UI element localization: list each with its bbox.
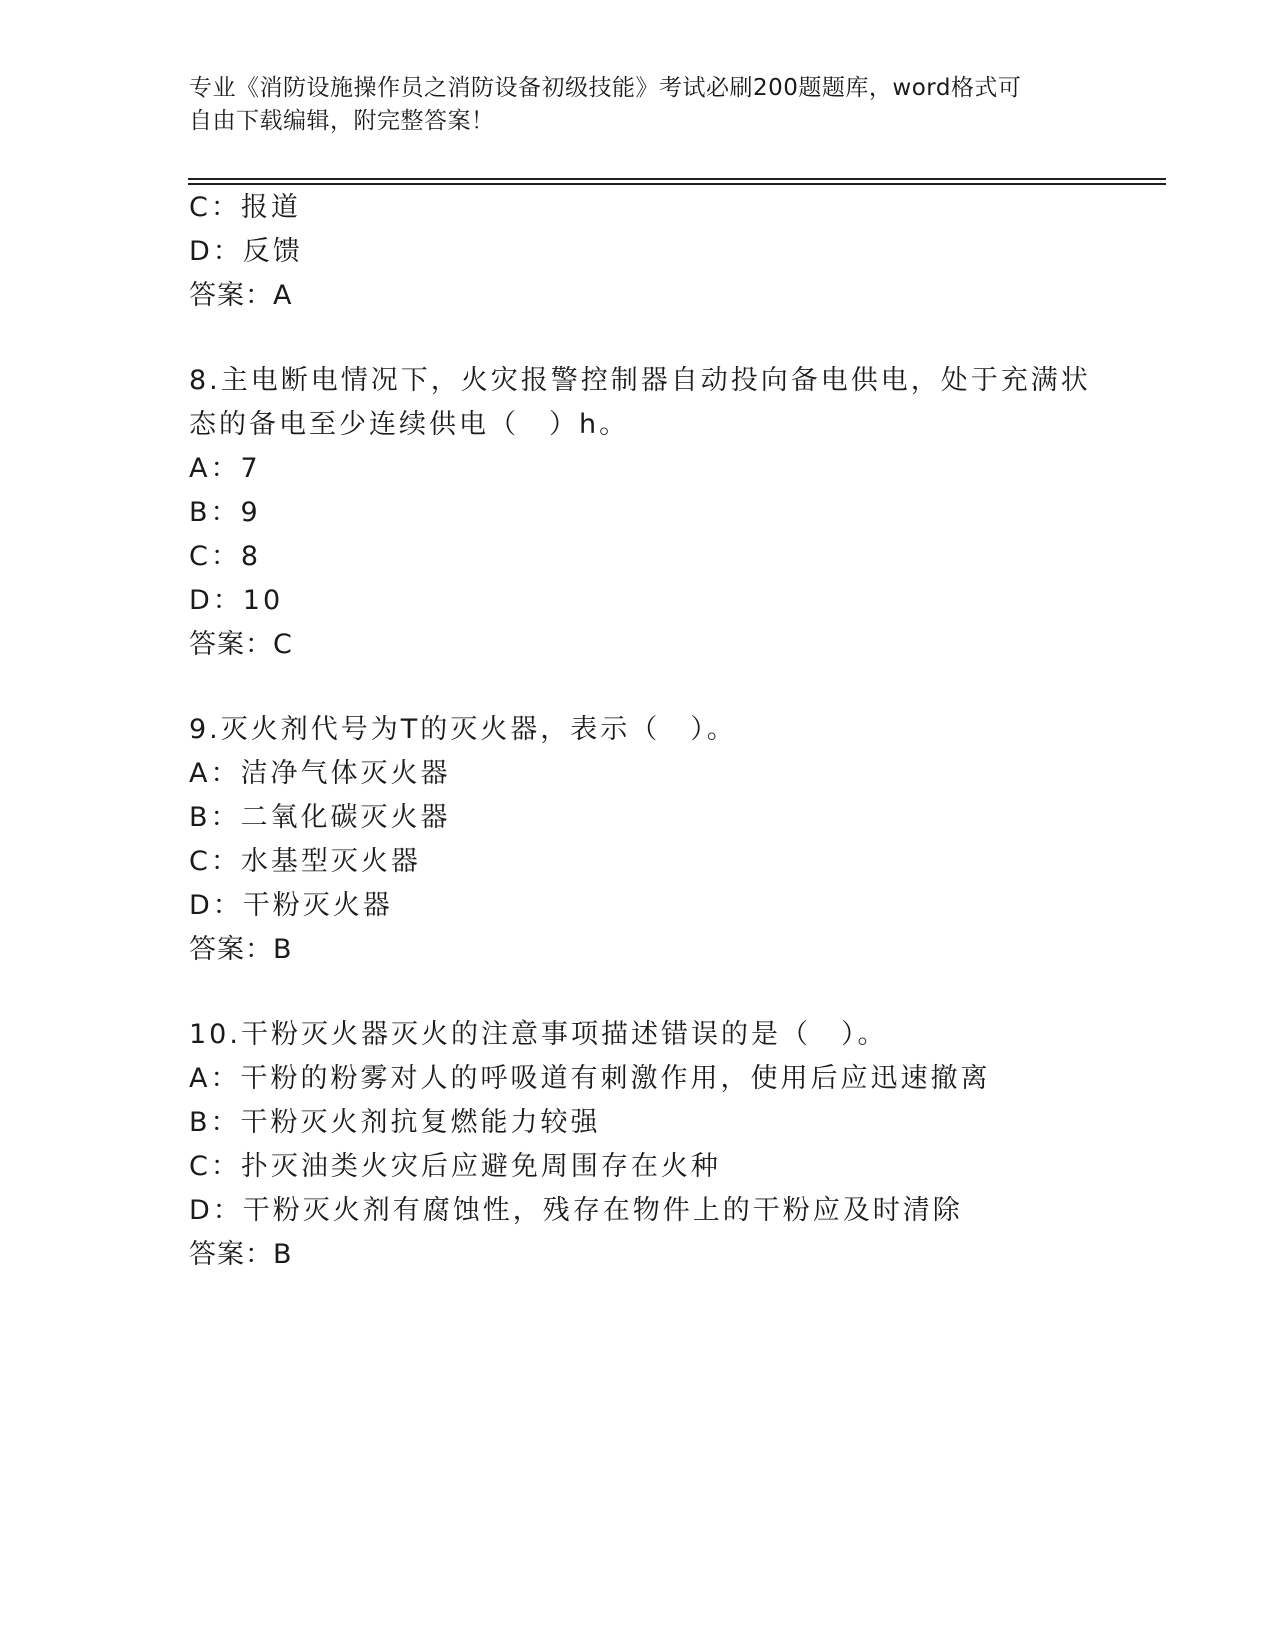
question-9-option-d: D：干粉灭火器 — [189, 890, 393, 921]
question-10-option-d: D：干粉灭火剂有腐蚀性，残存在物件上的干粉应及时清除 — [189, 1195, 963, 1226]
question-8-option-c: C：8 — [189, 541, 262, 572]
question-10-option-a: A：干粉的粉雾对人的呼吸道有刺激作用，使用后应迅速撤离 — [189, 1063, 991, 1094]
header-divider-top — [188, 178, 1166, 180]
question-10-option-c: C：扑灭油类火灾后应避免周围存在火种 — [189, 1151, 721, 1182]
question-9-option-c: C：水基型灭火器 — [189, 846, 421, 877]
header-title-line-1: 专业《消防设施操作员之消防设备初级技能》考试必刷200题题库，word格式可 — [189, 75, 1022, 101]
prev-option-c: C：报道 — [189, 192, 301, 223]
question-10-answer: 答案：B — [189, 1239, 293, 1270]
question-9-option-b: B：二氧化碳灭火器 — [189, 802, 451, 833]
question-10-option-b: B：干粉灭火剂抗复燃能力较强 — [189, 1107, 601, 1138]
prev-option-d: D：反馈 — [189, 236, 303, 267]
question-9-option-a: A：洁净气体灭火器 — [189, 758, 451, 789]
question-8-option-b: B：9 — [189, 497, 261, 528]
question-8-stem-line-2: 态的备电至少连续供电（ ）h。 — [189, 409, 630, 440]
document-header — [189, 72, 1089, 138]
question-8-option-a: A：7 — [189, 453, 261, 484]
question-9-stem: 9.灭火剂代号为T的灭火器，表示（ ）。 — [189, 714, 737, 745]
header-divider-bottom — [188, 183, 1166, 185]
question-8-option-d: D：10 — [189, 585, 284, 616]
question-8-answer: 答案：C — [189, 629, 293, 660]
prev-answer: 答案：A — [189, 280, 293, 311]
question-8-stem-line-1: 8.主电断电情况下，火灾报警控制器自动投向备电供电，处于充满状 — [189, 365, 1091, 396]
question-10-stem: 10.干粉灭火器灭火的注意事项描述错误的是（ ）。 — [189, 1019, 888, 1050]
question-9-answer: 答案：B — [189, 934, 293, 965]
header-title-line-2: 自由下载编辑，附完整答案！ — [189, 108, 495, 134]
